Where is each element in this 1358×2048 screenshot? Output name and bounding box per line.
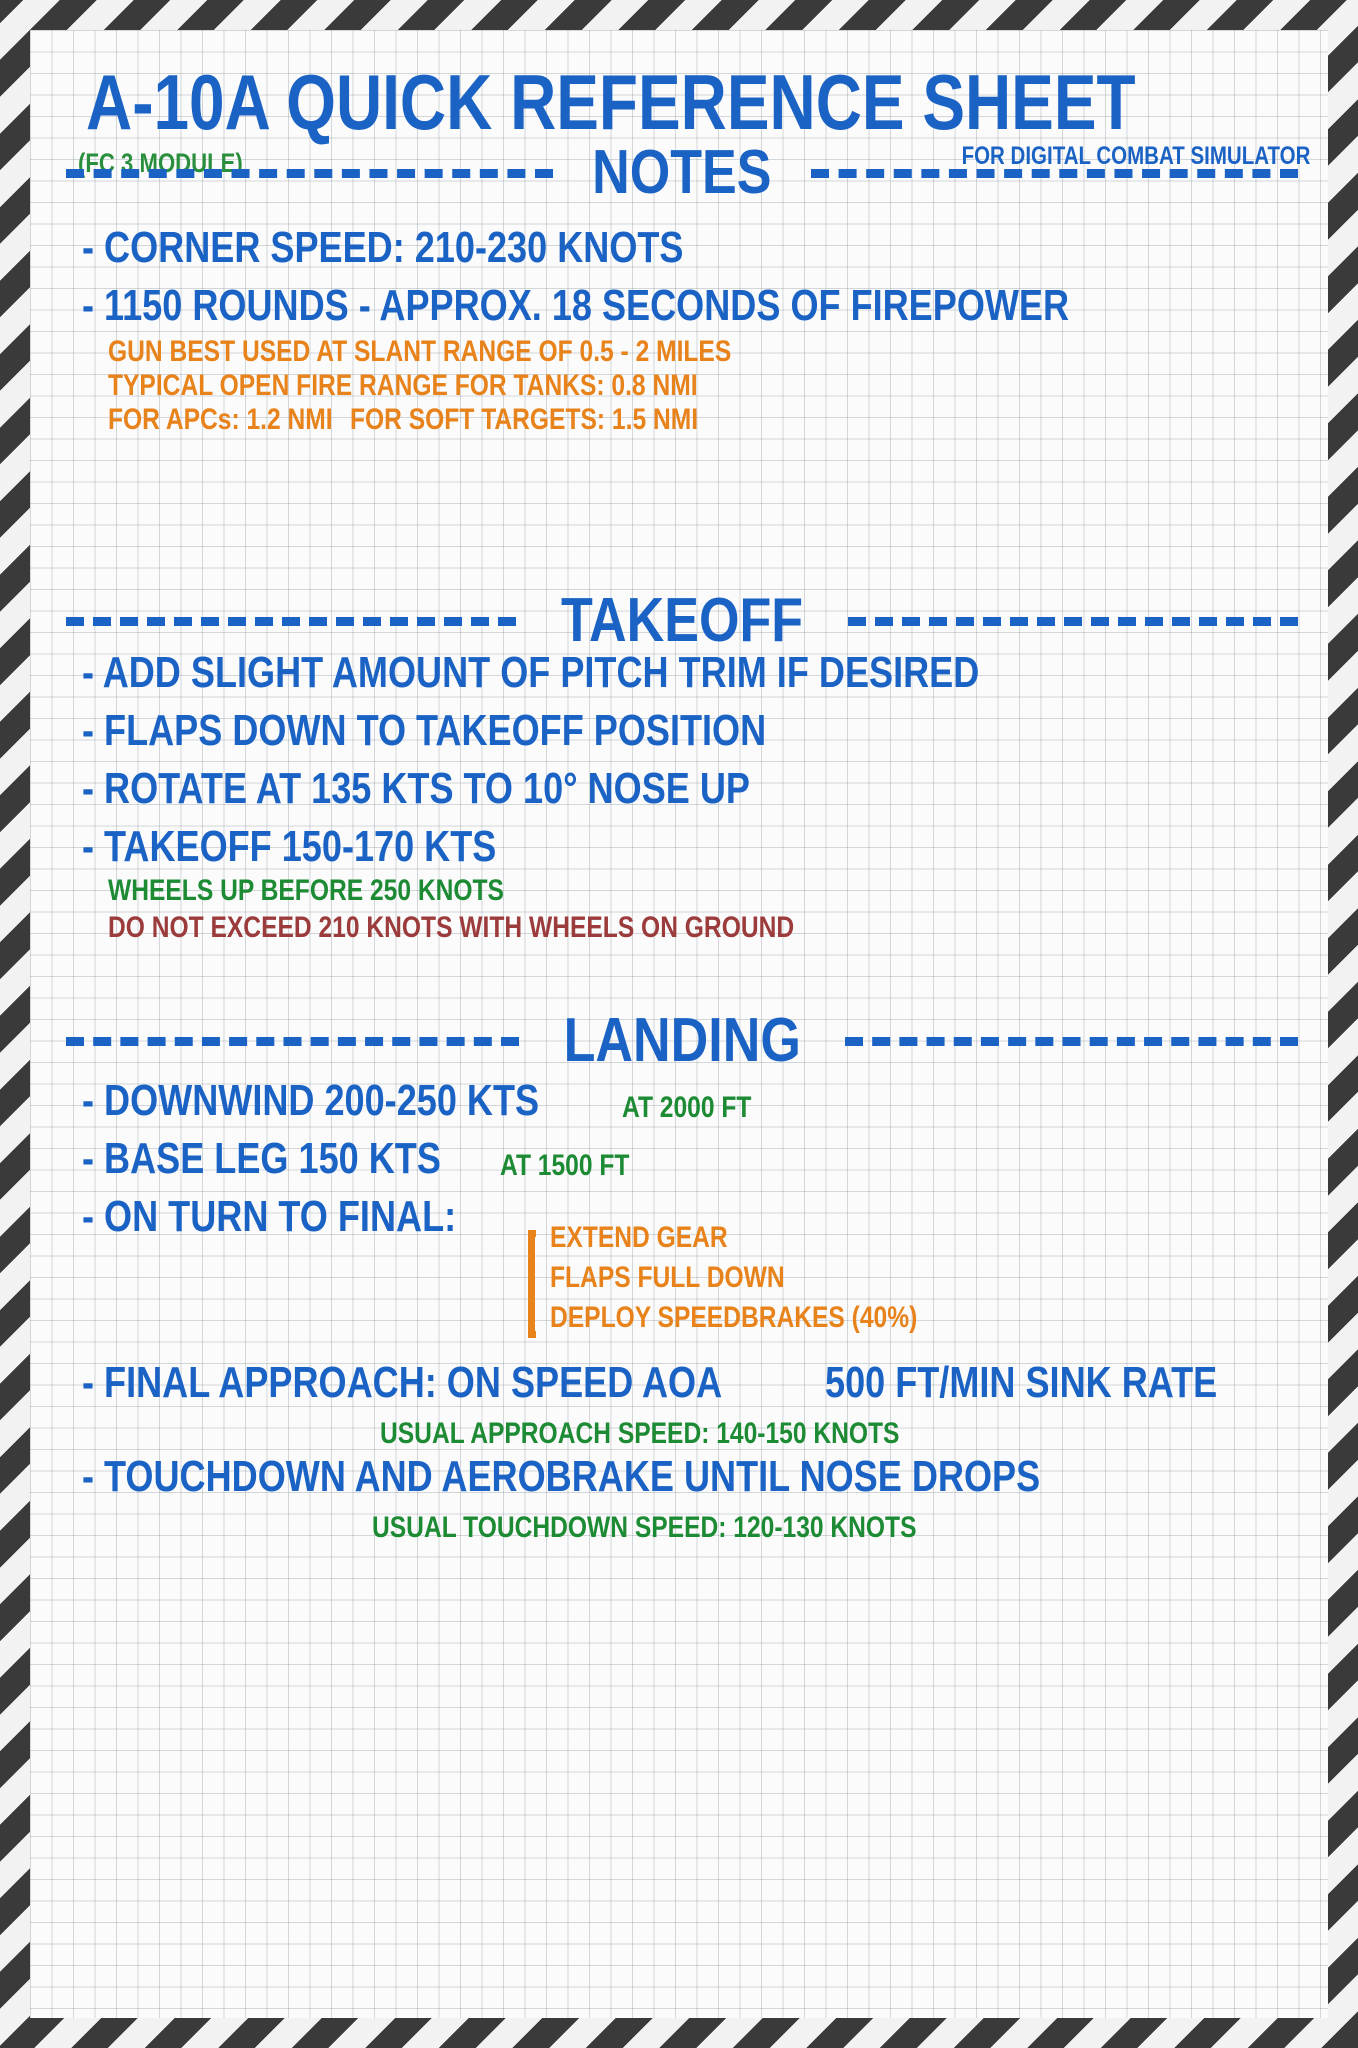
notes-sub-apc-range: FOR APCs: 1.2 NMI [108, 403, 333, 436]
page-title: A-10A QUICK REFERENCE SHEET [86, 58, 1136, 146]
takeoff-item-takeoff-speed: - TAKEOFF 150-170 KTS [82, 822, 497, 871]
dashed-rule-left [66, 169, 553, 178]
takeoff-item-flaps: - FLAPS DOWN TO TAKEOFF POSITION [82, 706, 767, 755]
dashed-rule-right [845, 1037, 1298, 1046]
landing-sub-approach-speed: USUAL APPROACH SPEED: 140-150 KNOTS [380, 1417, 900, 1450]
section-title-notes: NOTES [592, 138, 772, 207]
landing-sub-touchdown-speed: USUAL TOUCHDOWN SPEED: 120-130 KNOTS [372, 1511, 917, 1544]
notes-sub-soft-target-range: FOR SOFT TARGETS: 1.5 NMI [350, 403, 699, 436]
landing-sub-flaps-full: FLAPS FULL DOWN [550, 1261, 785, 1294]
grid-sheet [30, 30, 1328, 2018]
section-header-landing [66, 1006, 1298, 1075]
landing-item-turn-final: - ON TURN TO FINAL: [82, 1192, 457, 1241]
takeoff-sub-wheels-up: WHEELS UP BEFORE 250 KNOTS [108, 874, 504, 907]
dashed-rule-left [66, 1037, 519, 1046]
landing-note-downwind-alt: AT 2000 FT [622, 1091, 752, 1124]
takeoff-sub-ground-limit: DO NOT EXCEED 210 KNOTS WITH WHEELS ON GROUND [108, 911, 795, 944]
notes-item-corner-speed: - CORNER SPEED: 210-230 KNOTS [82, 223, 684, 272]
landing-sub-extend-gear: EXTEND GEAR [550, 1221, 728, 1254]
section-title-landing: LANDING [563, 1006, 801, 1075]
landing-item-downwind: - DOWNWIND 200-250 KTS [82, 1076, 540, 1125]
landing-item-base-leg: - BASE LEG 150 KTS [82, 1134, 441, 1183]
landing-item-sink-rate: 500 FT/MIN SINK RATE [825, 1358, 1218, 1407]
takeoff-item-pitch-trim: - ADD SLIGHT AMOUNT OF PITCH TRIM IF DESIRED [82, 648, 980, 697]
turn-final-bracket [528, 1230, 536, 1338]
landing-sub-speedbrakes: DEPLOY SPEEDBRAKES (40%) [550, 1301, 918, 1334]
notes-item-rounds: - 1150 ROUNDS - APPROX. 18 SECONDS OF FIREPOWER [82, 281, 1070, 330]
dashed-rule-right [848, 617, 1298, 626]
module-tag: (FC 3 MODULE) [78, 148, 243, 178]
section-header-notes [66, 138, 1298, 207]
section-header-takeoff [66, 586, 1298, 655]
dashed-rule-left [66, 617, 516, 626]
landing-item-final-approach: - FINAL APPROACH: ON SPEED AOA [82, 1358, 723, 1407]
landing-item-touchdown: - TOUCHDOWN AND AEROBRAKE UNTIL NOSE DROPS [82, 1452, 1041, 1501]
sim-tag: FOR DIGITAL COMBAT SIMULATOR [961, 142, 1310, 170]
notes-sub-tank-range: TYPICAL OPEN FIRE RANGE FOR TANKS: 0.8 NMI [108, 369, 698, 402]
notes-sub-slant-range: GUN BEST USED AT SLANT RANGE OF 0.5 - 2 MILES [108, 335, 732, 368]
dashed-rule-right [811, 169, 1298, 178]
section-title-takeoff: TAKEOFF [560, 586, 804, 655]
landing-note-base-alt: AT 1500 FT [500, 1149, 630, 1182]
takeoff-item-rotate: - ROTATE AT 135 KTS TO 10° NOSE UP [82, 764, 750, 813]
